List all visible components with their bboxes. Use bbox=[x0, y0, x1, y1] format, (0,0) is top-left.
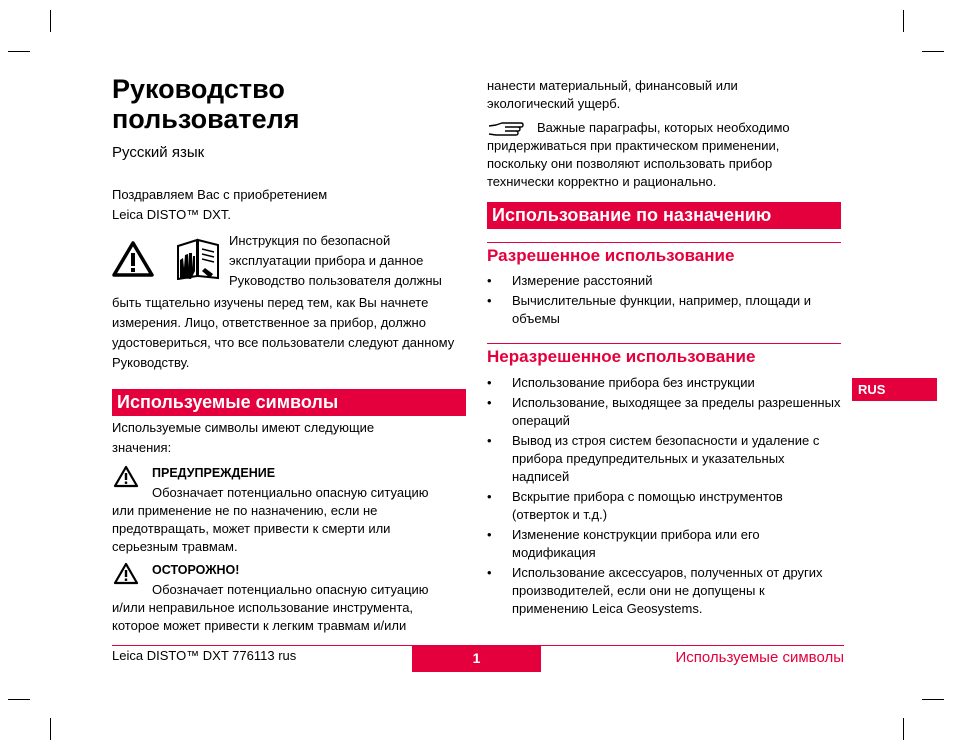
warning-triangle-icon bbox=[111, 240, 155, 278]
list-item: • Изменение конструкции прибора или его модификация bbox=[487, 526, 842, 562]
continuation-text: нанести материальный, финансовый или экологический ущерб. bbox=[487, 78, 738, 111]
intro-line-1: Поздравляем Вас с приобретением bbox=[112, 187, 328, 202]
section-heading-usage: Использование по назначению bbox=[487, 202, 841, 229]
list-item: • Использование аксессуаров, полученных от других производителей, если они не допущены к применению Leica Geosystems. bbox=[487, 564, 842, 618]
crop-mark bbox=[8, 699, 30, 700]
permitted-heading: Разрешенное использование bbox=[487, 242, 841, 266]
note-text: Важные параграфы, которых необходимо придерживаться при практическом применении, поскольку они позволяют использовать прибор технически корректно и рационально. bbox=[487, 120, 790, 189]
permitted-list bbox=[487, 272, 842, 330]
warning-label: ПРЕДУПРЕЖДЕНИЕ bbox=[152, 466, 276, 480]
footer-section-title: Используемые символы bbox=[675, 649, 844, 666]
caution-text-rest: и/или неправильное использование инструмента, которое может привести к легким травмам и/или bbox=[112, 600, 414, 633]
crop-mark bbox=[903, 10, 904, 32]
caution-text-first: Обозначает потенциально опасную ситуацию bbox=[152, 582, 429, 597]
list-item: • Вывод из строя систем безопасности и удаление с прибора предупредительных и указательных надписей bbox=[487, 432, 842, 486]
read-manual-icon bbox=[175, 238, 221, 280]
crop-mark bbox=[903, 718, 904, 740]
list-item: • Измерение расстояний bbox=[487, 272, 842, 290]
crop-mark bbox=[922, 51, 944, 52]
language-tab: RUS bbox=[852, 378, 937, 401]
crop-mark bbox=[50, 10, 51, 32]
safety-text-right: Инструкция по безопасной эксплуатации прибора и данное Руководство пользователя должны bbox=[229, 233, 442, 288]
list-item: • Использование прибора без инструкции bbox=[487, 374, 842, 392]
warning-text-rest: или применение не по назначению, если не предотвращать, может привести к смерти или серьезным травмам. bbox=[112, 503, 391, 554]
warning-text-first: Обозначает потенциально опасную ситуацию bbox=[152, 485, 429, 500]
section-heading-symbols: Используемые символы bbox=[112, 389, 466, 416]
caution-label: ОСТОРОЖНО! bbox=[152, 563, 240, 577]
prohibited-heading: Неразрешенное использование bbox=[487, 343, 841, 367]
intro-line-2: Leica DISTO™ DXT. bbox=[112, 207, 231, 222]
crop-mark bbox=[50, 718, 51, 740]
list-item: • Использование, выходящее за пределы разрешенных операций bbox=[487, 394, 842, 430]
language-label: Русский язык bbox=[112, 144, 205, 161]
crop-mark bbox=[8, 51, 30, 52]
page-title: Руководство пользователя bbox=[112, 74, 300, 134]
prohibited-list bbox=[487, 374, 842, 620]
safety-text-full: быть тщательно изучены перед тем, как Вы начнете измерения. Лицо, ответственное за прибор, должно удостовериться, что все пользователи следуют данному Руководству. bbox=[112, 295, 455, 370]
crop-mark bbox=[922, 699, 944, 700]
caution-icon bbox=[113, 562, 139, 585]
list-item: • Вычислительные функции, например, площади и объемы bbox=[487, 292, 842, 328]
footer-doc-id: Leica DISTO™ DXT 776113 rus bbox=[112, 648, 297, 663]
list-item: • Вскрытие прибора с помощью инструментов (отверток и т.д.) bbox=[487, 488, 842, 524]
page-number: 1 bbox=[412, 646, 541, 672]
warning-icon bbox=[113, 465, 139, 488]
symbols-intro: Используемые символы имеют следующие значения: bbox=[112, 420, 375, 455]
